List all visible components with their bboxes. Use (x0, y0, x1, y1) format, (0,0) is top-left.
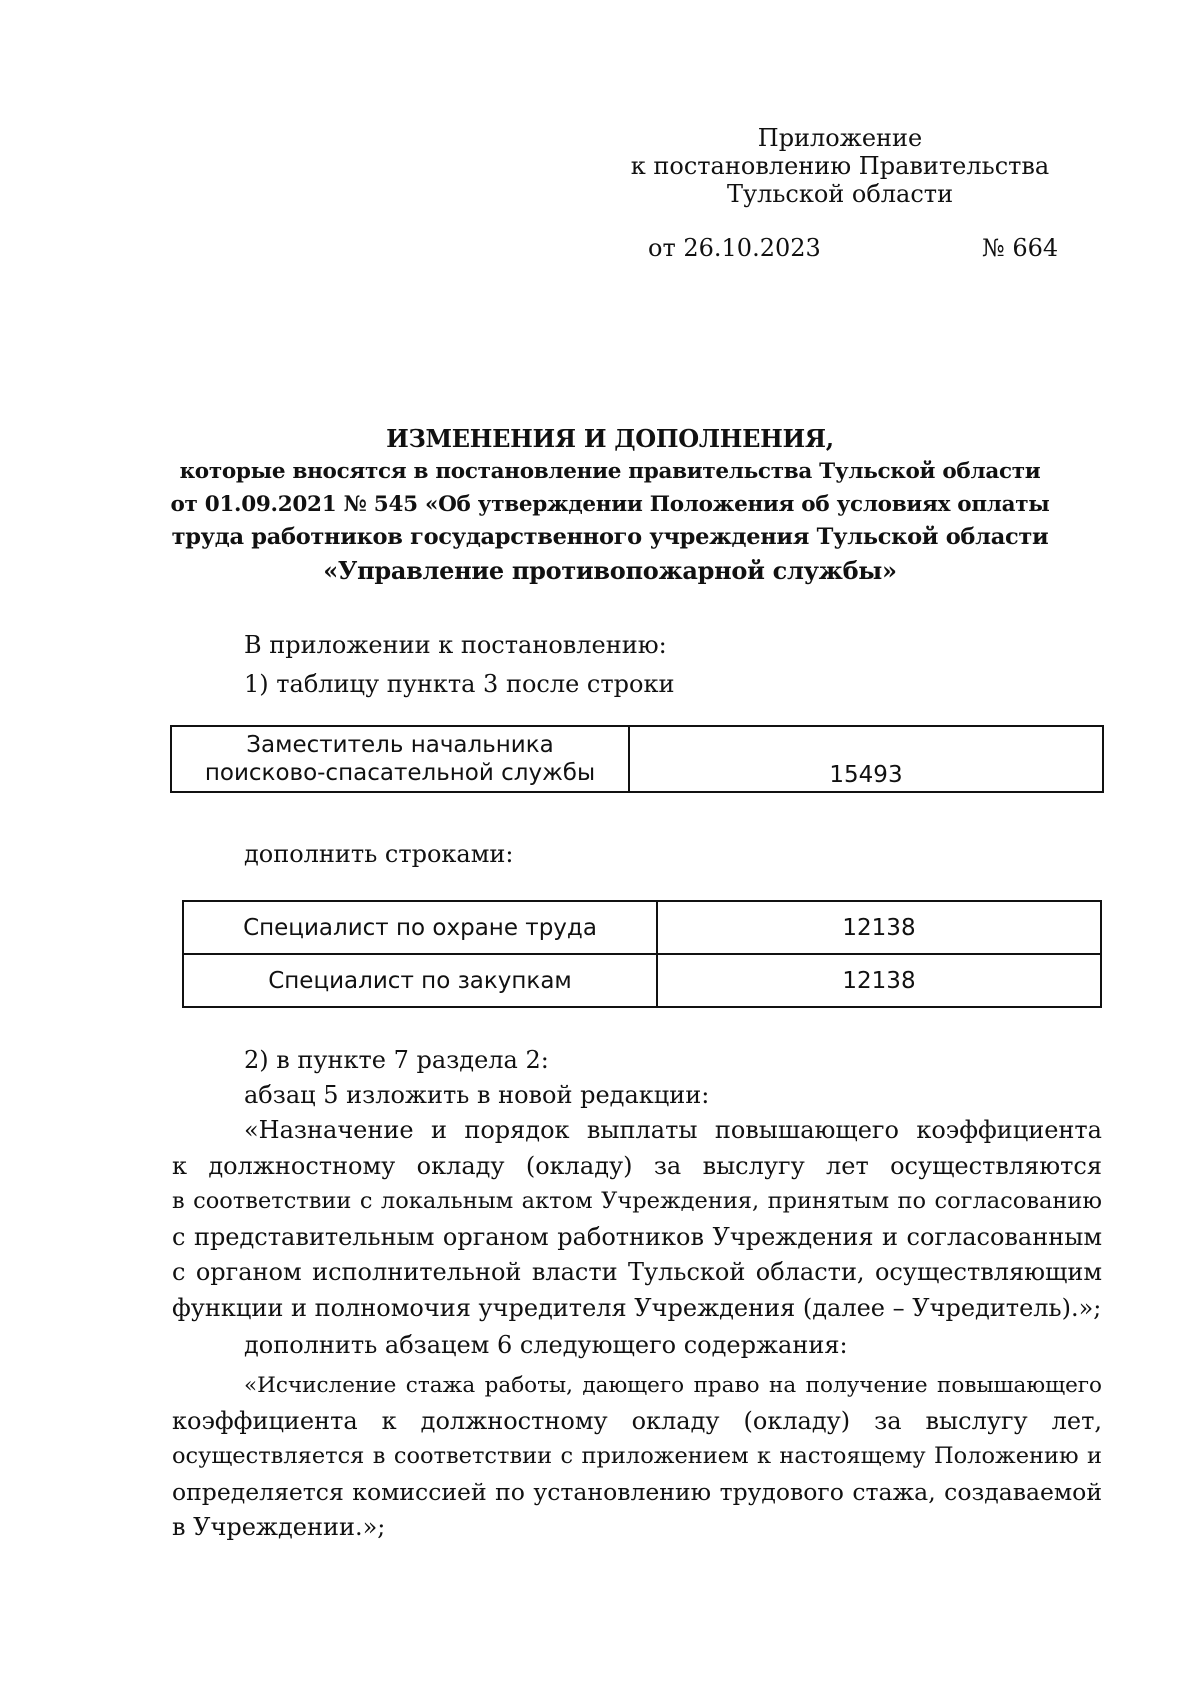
appendix-line-2: к постановлению Правительства (630, 152, 1050, 180)
decree-date: от 26.10.2023 (648, 234, 821, 262)
add-paragraph-6-label: дополнить абзацем 6 следующего содержания: (244, 1331, 848, 1359)
paragraph-line: коэффициента к должностному окладу (окладу) за выслугу лет, (172, 1406, 1102, 1435)
title-line-5: «Управление противопожарной службы» (323, 556, 897, 585)
intro-line-1: В приложении к постановлению: (244, 631, 667, 659)
table-row (171, 726, 1103, 792)
paragraph-line: к должностному окладу (окладу) за выслугу лет осуществляются (172, 1151, 1102, 1180)
supplement-label: дополнить строками: (244, 840, 514, 868)
paragraph-line: осуществляется в соответствии с приложением к настоящему Положению и (172, 1443, 1102, 1469)
paragraph-line: «Назначение и порядок выплаты повышающего коэффициента (244, 1116, 1102, 1144)
paragraph-line: функции и полномочия учредителя Учреждения (далее – Учредитель).»; (172, 1293, 1102, 1322)
title-line-1: ИЗМЕНЕНИЯ И ДОПОЛНЕНИЯ, (386, 424, 834, 453)
intro-line-2: 1) таблицу пункта 3 после строки (244, 670, 675, 698)
item2-line-1: 2) в пункте 7 раздела 2: (244, 1046, 549, 1074)
position-line-1: Заместитель начальника (246, 732, 554, 758)
title-line-3: от 01.09.2021 № 545 «Об утверждении Положения об условиях оплаты (170, 492, 1050, 517)
table-new-rows (182, 900, 1102, 1008)
table-row (183, 954, 1101, 1007)
paragraph-line: с органом исполнительной власти Тульской области, осуществляющим (172, 1258, 1102, 1286)
item2-line-2: абзац 5 изложить в новой редакции: (244, 1081, 710, 1109)
table-cell-position: Специалист по охране труда (183, 901, 657, 954)
table-cell-value: 15493 (629, 726, 1103, 792)
paragraph-5-text (172, 1113, 1102, 1326)
document-title (170, 422, 1050, 587)
paragraph-6-text (172, 1368, 1102, 1546)
table-row (183, 901, 1101, 954)
paragraph-line: в соответствии с локальным актом Учреждения, принятым по согласованию (172, 1188, 1102, 1214)
title-line-2: которые вносятся в постановление правительства Тульской области (179, 459, 1041, 484)
paragraph-line: с представительным органом работников Учреждения и согласованным (172, 1222, 1102, 1251)
table-existing-row (170, 725, 1104, 793)
table-cell-position: Специалист по закупкам (183, 954, 657, 1007)
appendix-line-3: Тульской области (726, 180, 954, 208)
appendix-header (620, 124, 1060, 208)
decree-number: № 664 (982, 234, 1059, 262)
paragraph-line: в Учреждении.»; (172, 1513, 386, 1541)
paragraph-line: определяется комиссией по установлению трудового стажа, создаваемой (172, 1477, 1102, 1506)
paragraph-line: «Исчисление стажа работы, дающего право на получение повышающего (244, 1373, 1102, 1398)
table-cell-position (171, 726, 629, 792)
position-line-2: поисково-спасательной службы (204, 760, 596, 786)
appendix-line-1: Приложение (757, 124, 923, 152)
table-cell-value: 12138 (657, 954, 1101, 1007)
title-line-4: труда работников государственного учреждения Тульской области (171, 524, 1049, 550)
table-cell-value: 12138 (657, 901, 1101, 954)
